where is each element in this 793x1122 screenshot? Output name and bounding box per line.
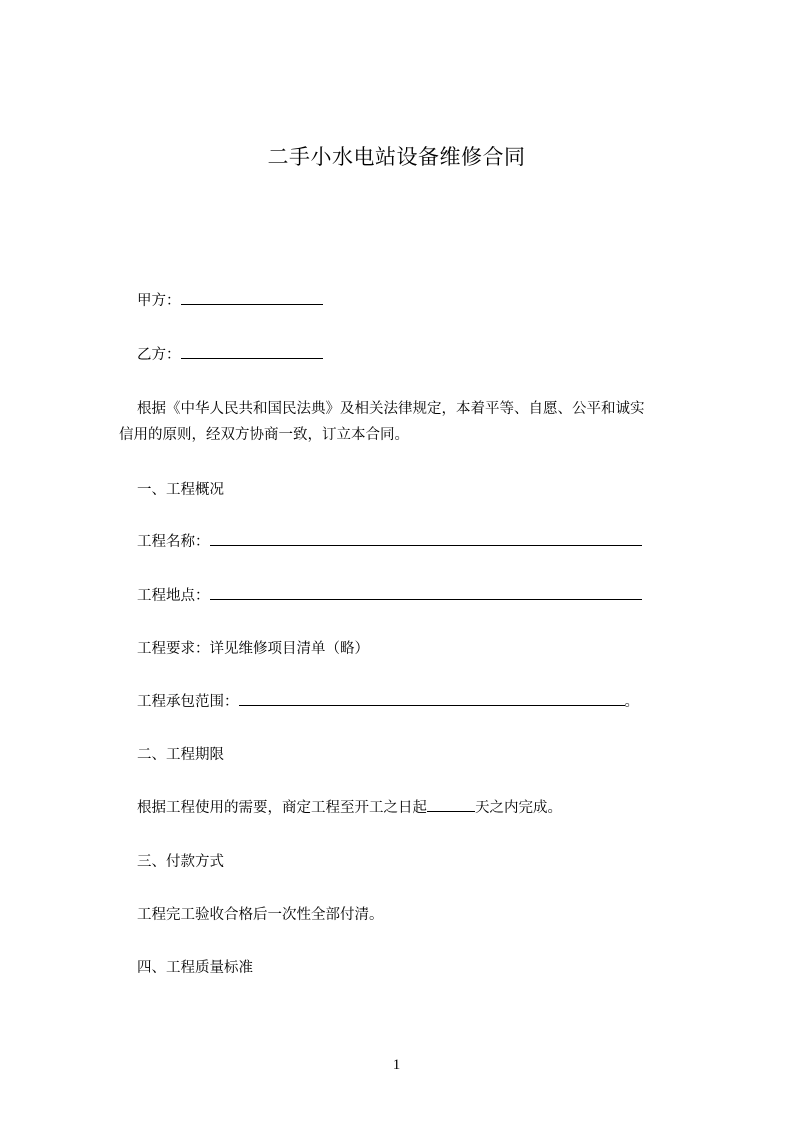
project-scope-label: 工程承包范围： xyxy=(137,694,239,710)
payment-text: 工程完工验收合格后一次性全部付清。 xyxy=(137,907,384,923)
project-name-row xyxy=(137,530,642,554)
term-row xyxy=(137,796,562,820)
project-name-blank[interactable] xyxy=(210,531,642,546)
page-number: 1 xyxy=(392,1057,401,1073)
document-title: 二手小水电站设备维修合同 xyxy=(267,145,526,169)
party-a-row xyxy=(137,289,323,313)
section-3-heading: 三、付款方式 xyxy=(137,854,224,870)
preamble-line-1: 根据《中华人民共和国民法典》及相关法律规定，本着平等、自愿、公平和诚实 xyxy=(137,401,645,417)
party-a-label: 甲方： xyxy=(137,293,181,309)
party-a-blank[interactable] xyxy=(181,290,323,305)
section-4-heading: 四、工程质量标准 xyxy=(137,960,253,976)
term-text-after: 天之内完成。 xyxy=(475,800,562,816)
project-scope-end: 。 xyxy=(624,694,639,710)
project-scope-row xyxy=(137,690,639,714)
project-location-row xyxy=(137,584,642,608)
preamble-paragraph xyxy=(119,396,717,448)
project-location-label: 工程地点： xyxy=(137,588,210,604)
term-text-before: 根据工程使用的需要，商定工程至开工之日起 xyxy=(137,800,427,816)
section-1-heading: 一、工程概况 xyxy=(137,482,224,498)
section-2-heading: 二、工程期限 xyxy=(137,747,224,763)
term-days-blank[interactable] xyxy=(427,797,475,812)
project-name-label: 工程名称： xyxy=(137,534,210,550)
preamble-line-2: 信用的原则，经双方协商一致，订立本合同。 xyxy=(119,427,409,443)
project-requirement: 工程要求：详见维修项目清单（略） xyxy=(137,641,369,657)
party-b-row xyxy=(137,343,323,367)
party-b-label: 乙方： xyxy=(137,347,181,363)
party-b-blank[interactable] xyxy=(181,344,323,359)
project-location-blank[interactable] xyxy=(210,585,642,600)
project-scope-blank[interactable] xyxy=(239,691,625,706)
